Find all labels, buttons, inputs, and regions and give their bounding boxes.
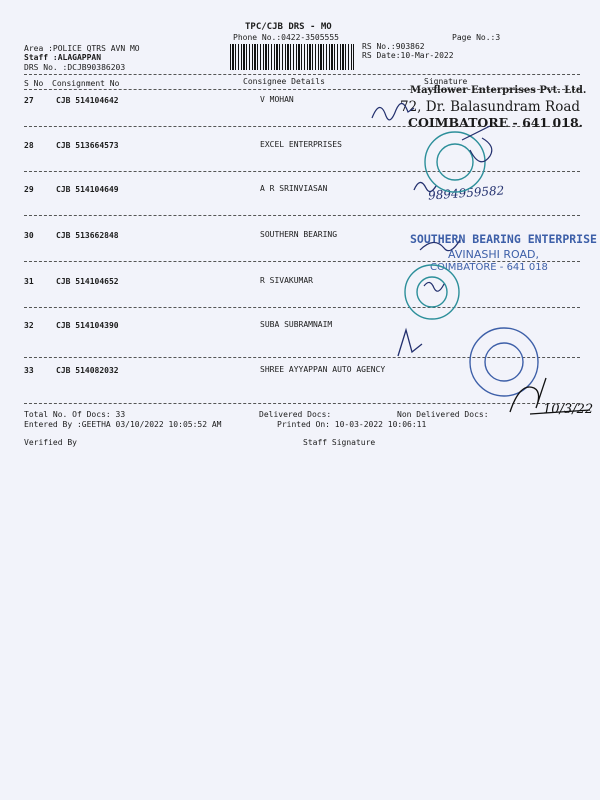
row-consignee: SOUTHERN BEARING — [260, 230, 338, 239]
row-consignment: CJB 514082032 — [56, 366, 119, 375]
row-sno: 33 — [24, 366, 34, 375]
page-number: Page No.:3 — [452, 33, 501, 42]
row-sno: 28 — [24, 141, 34, 150]
row-sno: 32 — [24, 321, 34, 330]
area-label: Area :POLICE QTRS AVN MO — [24, 44, 140, 53]
signature-row-31 — [424, 282, 444, 291]
phone-number: Phone No.:0422-3505555 — [233, 33, 339, 42]
row-consignee: EXCEL ENTERPRISES — [260, 140, 342, 149]
mayflower-stamp-line1: Mayflower Enterprises Pvt. Ltd. — [410, 85, 587, 96]
delivered-docs: Delivered Docs: — [259, 410, 332, 419]
rs-date: RS Date:10-Mar-2022 — [362, 51, 454, 60]
staff-signature-label: Staff Signature — [303, 438, 376, 447]
document-title: TPC/CJB DRS - MO — [245, 22, 332, 32]
mayflower-stamp-line3: COIMBATORE - 641 018. — [408, 115, 583, 130]
row-consignee: A R SRINVIASAN — [260, 184, 328, 193]
printed-on: Printed On: 10-03-2022 10:06:11 — [277, 420, 427, 429]
row-consignment: CJB 514104642 — [56, 96, 119, 105]
non-delivered-docs: Non Delivered Docs: — [397, 410, 489, 419]
handwritten-date: 10/3/22 — [543, 402, 594, 417]
signature-row-29 — [414, 182, 436, 191]
rs-number: RS No.:903862 — [362, 42, 425, 51]
col-consignment: Consignment No — [52, 79, 120, 88]
total-docs: Total No. Of Docs: 33 — [24, 410, 126, 419]
row-consignee: R SIVAKUMAR — [260, 276, 313, 285]
row-consignment: CJB 513662848 — [56, 231, 119, 240]
round-seal-1 — [425, 132, 485, 192]
round-seal-2 — [405, 265, 459, 319]
col-signature: Signature — [424, 77, 468, 86]
row-consignment: CJB 513664573 — [56, 141, 119, 150]
drs-number: DRS No. :DCJB90386203 — [24, 63, 126, 72]
round-seal-3 — [470, 328, 538, 396]
entered-by: Entered By :GEETHA 03/10/2022 10:05:52 AM — [24, 420, 222, 429]
southern-stamp-line3: COIMBATORE - 641 018 — [430, 262, 548, 273]
col-consignee: Consignee Details — [243, 77, 325, 86]
row-consignee: SUBA SUBRAMNAIM — [260, 320, 333, 329]
staff-name: ALAGAPPAN — [57, 53, 102, 62]
row-consignment: CJB 514104390 — [56, 321, 119, 330]
row-sno: 30 — [24, 231, 34, 240]
signature-row-33 — [510, 378, 590, 414]
southern-stamp-line1: SOUTHERN BEARING ENTERPRISE — [410, 232, 597, 246]
staff-label: Staff : — [24, 53, 58, 62]
row-sno: 27 — [24, 96, 34, 105]
signature-row-32 — [398, 330, 422, 356]
handwritten-phone: 9894959582 — [427, 183, 505, 203]
signature-row-30 — [420, 240, 460, 251]
verified-by: Verified By — [24, 438, 77, 447]
row-consignment: CJB 514104649 — [56, 185, 119, 194]
row-consignee: V MOHAN — [260, 95, 294, 104]
row-sno: 31 — [24, 277, 34, 286]
row-consignee: SHREE AYYAPPAN AUTO AGENCY — [260, 365, 386, 374]
col-sno: S No — [24, 79, 44, 88]
signature-row-28 — [462, 126, 492, 162]
signature-row-27 — [372, 103, 414, 119]
mayflower-stamp-line2: 72, Dr. Balasundram Road — [400, 99, 581, 115]
row-consignment: CJB 514104652 — [56, 277, 119, 286]
southern-stamp-line2: AVINASHI ROAD, — [448, 248, 539, 261]
row-sno: 29 — [24, 185, 34, 194]
